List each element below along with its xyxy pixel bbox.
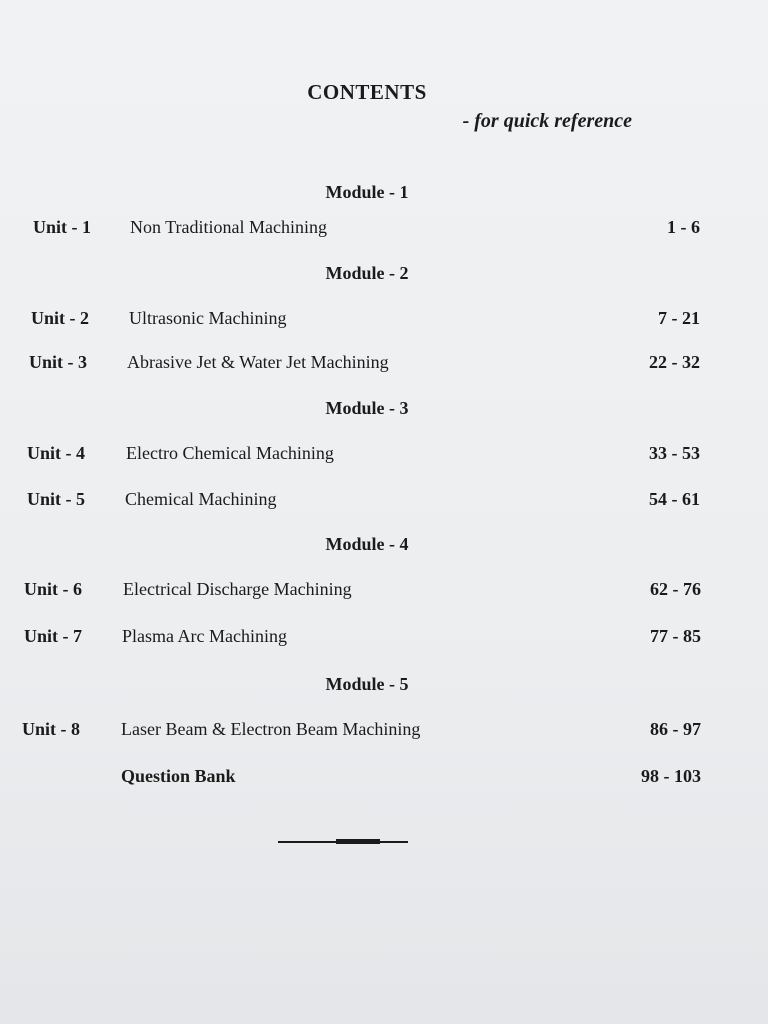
page-subtitle: - for quick reference	[462, 110, 632, 132]
module-heading: Module - 5	[325, 674, 409, 694]
unit-number: Unit - 7	[24, 626, 82, 646]
page-range: 98 - 103	[641, 766, 701, 786]
contents-row-question-bank	[0, 766, 768, 792]
unit-title: Chemical Machining	[125, 489, 277, 509]
module-heading: Module - 3	[325, 398, 409, 418]
unit-title: Plasma Arc Machining	[122, 626, 287, 646]
page-range: 86 - 97	[650, 719, 701, 739]
module-heading: Module - 4	[325, 534, 409, 554]
unit-title: Laser Beam & Electron Beam Machining	[121, 719, 421, 739]
page-range: 54 - 61	[649, 489, 700, 509]
page-range: 77 - 85	[650, 626, 701, 646]
unit-number: Unit - 3	[29, 352, 87, 372]
contents-row-unit-8	[0, 719, 768, 745]
page-range: 7 - 21	[658, 308, 700, 328]
unit-title: Abrasive Jet & Water Jet Machining	[127, 352, 389, 372]
contents-row-unit-6	[0, 579, 768, 605]
unit-number: Unit - 8	[22, 719, 80, 739]
unit-title: Ultrasonic Machining	[129, 308, 287, 328]
unit-title: Electro Chemical Machining	[126, 443, 334, 463]
contents-row-unit-4	[0, 443, 768, 469]
module-heading: Module - 2	[325, 263, 409, 283]
contents-row-unit-3	[0, 352, 768, 378]
unit-title: Non Traditional Machining	[130, 217, 327, 237]
page-range: 62 - 76	[650, 579, 701, 599]
unit-number: Unit - 5	[27, 489, 85, 509]
end-divider-ornament	[336, 839, 380, 844]
unit-number: Unit - 2	[31, 308, 89, 328]
page-range: 22 - 32	[649, 352, 700, 372]
page-range: 1 - 6	[667, 217, 700, 237]
contents-row-unit-7	[0, 626, 768, 652]
unit-number: Unit - 1	[33, 217, 91, 237]
contents-row-unit-5	[0, 489, 768, 515]
unit-number: Unit - 6	[24, 579, 82, 599]
page-title: CONTENTS	[307, 80, 427, 104]
page-range: 33 - 53	[649, 443, 700, 463]
question-bank-title: Question Bank	[121, 766, 236, 786]
contents-row-unit-1	[0, 217, 768, 243]
contents-row-unit-2	[0, 308, 768, 334]
unit-number: Unit - 4	[27, 443, 85, 463]
unit-title: Electrical Discharge Machining	[123, 579, 352, 599]
module-heading: Module - 1	[325, 182, 409, 202]
